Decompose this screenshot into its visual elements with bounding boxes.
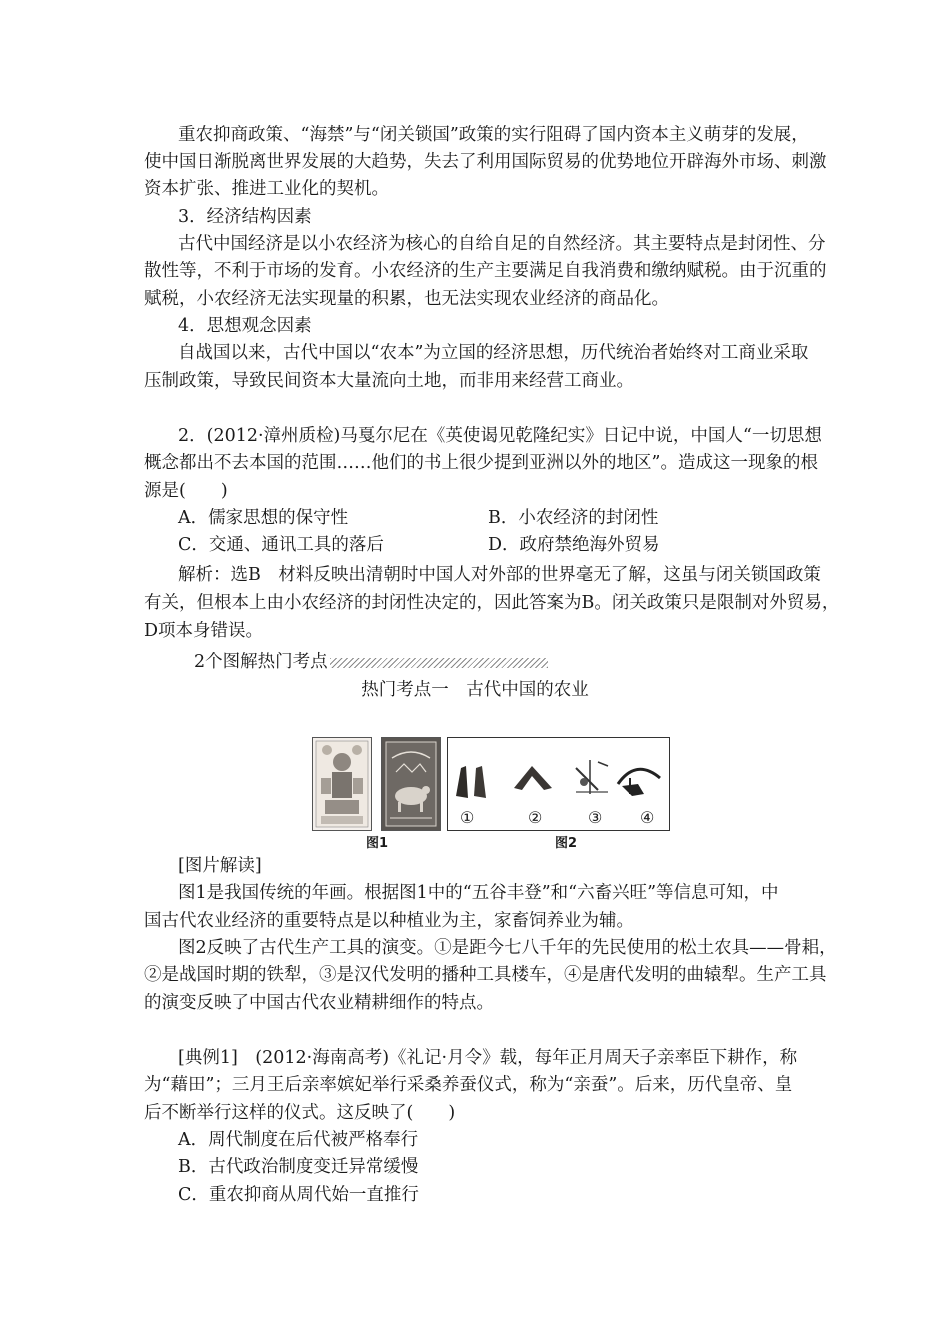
new-year-painting-2 bbox=[381, 737, 441, 831]
marker-2: ② bbox=[528, 808, 543, 827]
subheading: 热门考点一 古代中国的农业 bbox=[361, 680, 589, 700]
section-heading-ideology: 4．思想观念因素 bbox=[178, 316, 312, 336]
analysis-line: D项本身错误。 bbox=[144, 621, 264, 641]
fig2-label: 图2 bbox=[554, 836, 578, 851]
paragraph-line: 赋税，小农经济无法实现量的积累，也无法实现农业经济的商品化。 bbox=[144, 289, 669, 309]
option-d: D．政府禁绝海外贸易 bbox=[488, 535, 660, 555]
example-option-a: A．周代制度在后代被严格奉行 bbox=[178, 1130, 419, 1150]
analysis-line: 有关，但根本上由小农经济的封闭性决定的，因此答案为B。闭关政策只是限制对外贸易， bbox=[144, 593, 840, 613]
interpretation-line: 国古代农业经济的重要特点是以种植业为主，家畜饲养业为辅。 bbox=[144, 911, 634, 931]
fig1-label: 图1 bbox=[365, 836, 389, 851]
marker-4: ④ bbox=[640, 808, 655, 827]
marker-3: ③ bbox=[588, 808, 603, 827]
paragraph-line: 重农抑商政策、“海禁”与“闭关锁国”政策的实行阻碍了国内资本主义萌芽的发展， bbox=[178, 125, 809, 145]
question-stem: 源是( ) bbox=[144, 481, 228, 501]
section-heading-economic-structure: 3．经济结构因素 bbox=[178, 207, 312, 227]
option-a: A．儒家思想的保守性 bbox=[178, 508, 349, 528]
paragraph-line: 散性等，不利于市场的发育。小农经济的生产主要满足自我消费和缴纳赋税。由于沉重的 bbox=[144, 261, 827, 281]
interpretation-line: 图1是我国传统的年画。根据图1中的“五谷丰登”和“六畜兴旺”等信息可知，中 bbox=[178, 883, 779, 903]
paragraph-line: 压制政策，导致民间资本大量流向土地，而非用来经营工商业。 bbox=[144, 371, 634, 391]
hot-topics-heading-text: 2个图解热门考点 bbox=[194, 652, 328, 672]
analysis-line: 解析：选B 材料反映出清朝时中国人对外部的世界毫无了解，这虽与闭关锁国政策 bbox=[178, 565, 821, 585]
interpretation-title: [图片解读] bbox=[178, 856, 262, 876]
question-stem: 2．(2012·漳州质检)马戛尔尼在《英使谒见乾隆纪实》日记中说，中国人“一切思想 bbox=[178, 426, 822, 446]
option-c: C．交通、通讯工具的落后 bbox=[178, 535, 384, 555]
paragraph-line: 使中国日渐脱离世界发展的大趋势，失去了利用国际贸易的优势地位开辟海外市场、刺激 bbox=[144, 152, 827, 172]
option-b: B．小农经济的封闭性 bbox=[488, 508, 659, 528]
interpretation-line: 的演变反映了中国古代农业精耕细作的特点。 bbox=[144, 993, 494, 1013]
new-year-painting-1 bbox=[312, 737, 372, 831]
example-stem: 为“藉田”；三月王后亲率嫔妃举行采桑养蚕仪式，称为“亲蚕”。后来，历代皇帝、皇 bbox=[144, 1075, 793, 1095]
paragraph-line: 资本扩张、推进工业化的契机。 bbox=[144, 179, 389, 199]
interpretation-line: 图2反映了古代生产工具的演变。①是距今七八千年的先民使用的松土农具——骨耜， bbox=[178, 938, 837, 958]
paragraph-line: 古代中国经济是以小农经济为核心的自给自足的自然经济。其主要特点是封闭性、分 bbox=[178, 234, 826, 254]
example-option-b: B．古代政治制度变迁异常缓慢 bbox=[178, 1157, 419, 1177]
example-option-c: C．重农抑商从周代始一直推行 bbox=[178, 1185, 419, 1205]
marker-1: ① bbox=[460, 808, 475, 827]
example-stem: [典例1] (2012·海南高考)《礼记·月令》载，每年正月周天子亲率臣下耕作，称 bbox=[178, 1048, 798, 1068]
question-stem: 概念都出不去本国的范围……他们的书上很少提到亚洲以外的地区”。造成这一现象的根 bbox=[144, 453, 818, 473]
tools-evolution-figure bbox=[447, 737, 670, 831]
paragraph-line: 自战国以来，古代中国以“农本”为立国的经济思想，历代统治者始终对工商业采取 bbox=[178, 343, 809, 363]
interpretation-line: ②是战国时期的铁犁，③是汉代发明的播种工具楼车，④是唐代发明的曲辕犁。生产工具 bbox=[144, 965, 827, 985]
example-stem: 后不断举行这样的仪式。这反映了( ) bbox=[144, 1103, 456, 1123]
hatch-rule bbox=[330, 658, 548, 668]
hot-topics-heading bbox=[194, 650, 548, 674]
